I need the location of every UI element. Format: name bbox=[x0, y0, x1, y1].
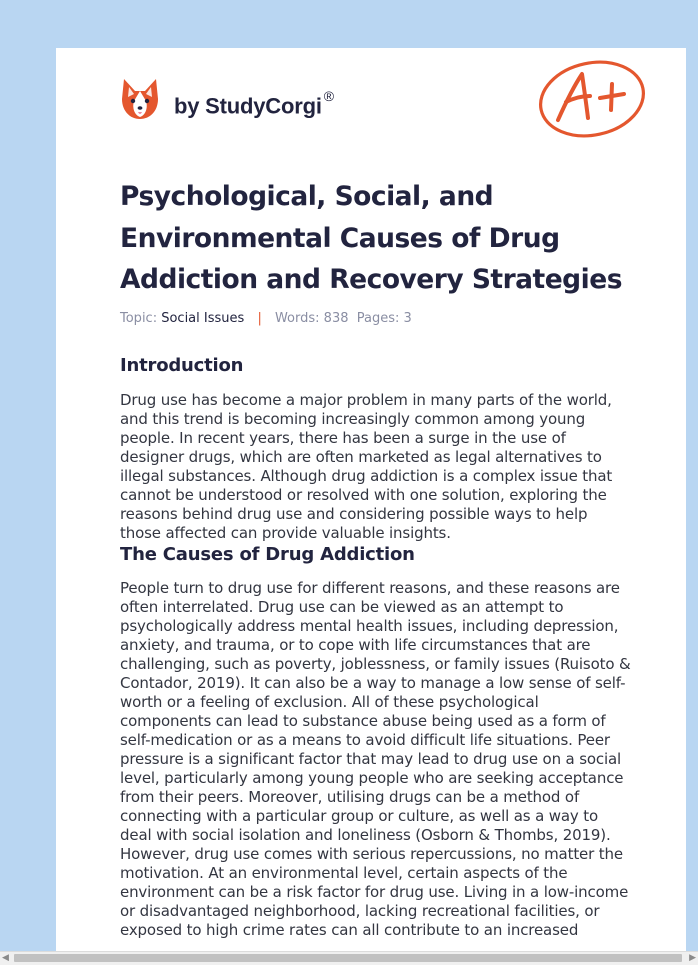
section-text-causes: People turn to drug use for different reasons, and these reasons are often interrelated. Drug use can be viewed as an attempt to psychologically address mental health issues, including depression, anxiety, and trauma, or to cope with life circumstances that are challenging, such as poverty, joblessness, or family issues (Ruisoto & Contador, 2019). It can also be a way to manage a low sense of self-worth or a feeling of exclusion. All of these psychological components can lead to substance abuse being used as a form of self-medication or as a means to avoid difficult life situations. Peer pressure is a significant factor that may lead to drug use on a social level, particularly among young people who are seeking acceptance from their peers. Moreover, utilising drugs can be a method of connecting with a particular group or culture, as well as a way to deal with social isolation and loneliness (Osborn & Thombs, 2019). However, drug use comes with serious repercussions, no matter the motivation. At an environmental level, certain aspects of the environment can be a risk factor for drug use. Living in a low-income or disadvantaged neighborhood, lacking recreational facilities, or exposed to high crime rates can all contribute to an increased bbox=[120, 579, 631, 939]
topic-link[interactable]: Social Issues bbox=[161, 311, 245, 326]
scroll-left-icon[interactable]: ◀ bbox=[2, 953, 9, 963]
scroll-right-icon[interactable]: ▶ bbox=[689, 953, 696, 963]
section-text-introduction: Drug use has become a major problem in many parts of the world, and this trend is becoming increasingly common among young people. In recent years, there has been a surge in the use of designer drugs, which are often marketed as legal alternatives to illegal substances. Although drug addiction is a complex issue that cannot be understood or resolved with one solution, exploring the reasons behind drug use and considering possible ways to help those affected can provide valuable insights. bbox=[120, 391, 613, 542]
article-meta bbox=[120, 311, 412, 326]
document-page bbox=[56, 48, 686, 953]
corgi-icon bbox=[120, 77, 160, 121]
scrollbar-thumb[interactable] bbox=[14, 954, 682, 962]
meta-separator: | bbox=[257, 311, 262, 326]
grade-a-plus-badge bbox=[536, 58, 648, 140]
registered-mark: ® bbox=[323, 88, 334, 104]
grade-text: A+ bbox=[536, 58, 538, 59]
section-heading-causes: The Causes of Drug Addiction bbox=[120, 544, 415, 565]
page-title: Psychological, Social, and Environmental Causes of Drug Addiction and Recovery Strategies bbox=[120, 181, 622, 295]
brand-name[interactable]: by StudyCorgi ® bbox=[174, 88, 334, 119]
studycorgi-logo[interactable] bbox=[120, 76, 160, 122]
topic-label: Topic: bbox=[120, 311, 158, 326]
section-heading-introduction: Introduction bbox=[120, 355, 244, 376]
word-count: Words: 838 bbox=[274, 311, 349, 326]
page-count: Pages: 3 bbox=[356, 311, 412, 326]
horizontal-scrollbar[interactable] bbox=[0, 951, 698, 965]
